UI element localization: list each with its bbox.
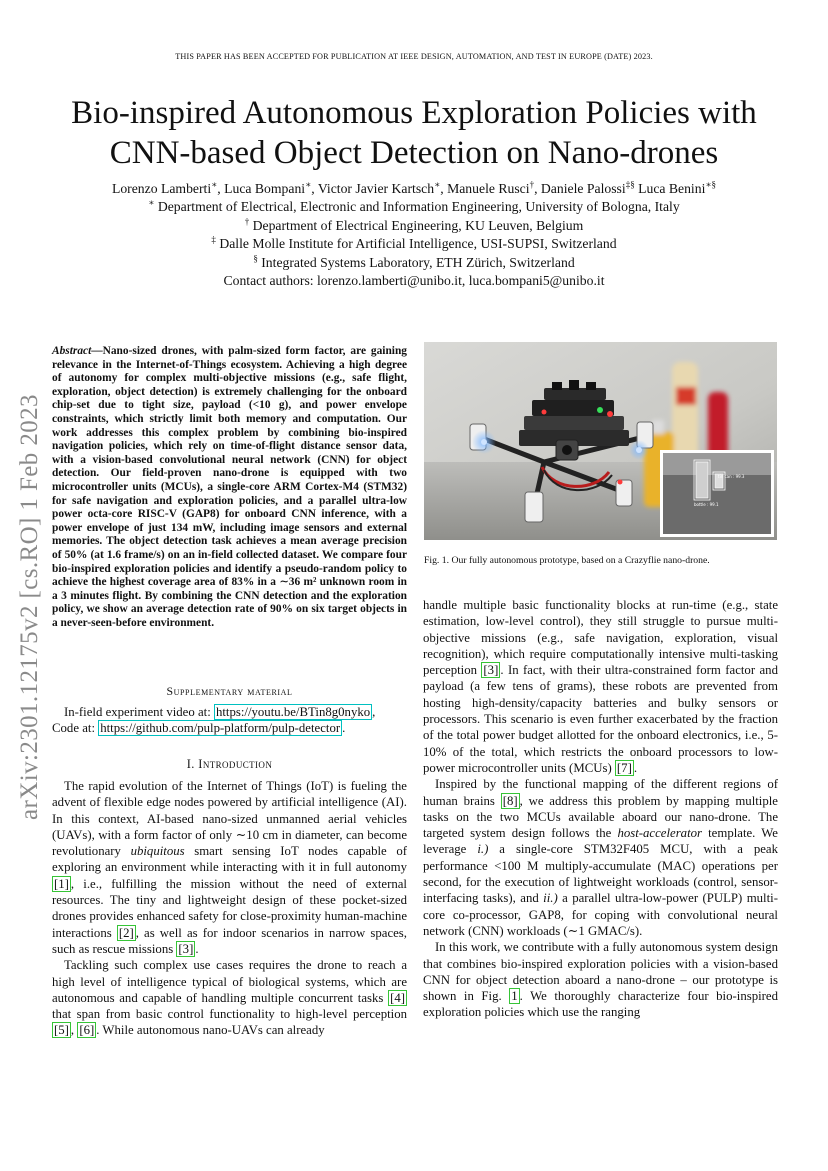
citation-link[interactable]: [8] [502, 793, 518, 808]
intro-left-column [52, 778, 407, 1039]
emphasis: host-accelerator [617, 826, 703, 841]
emphasis: i.) [477, 842, 489, 857]
affiliation-text: Department of Electrical Engineering, KU Leuven, Belgium [252, 217, 584, 233]
citation-link[interactable]: [3] [178, 941, 194, 956]
paragraph [52, 778, 407, 957]
paragraph [423, 939, 778, 1020]
header-note: THIS PAPER HAS BEEN ACCEPTED FOR PUBLICATION AT IEEE DESIGN, AUTOMATION, AND TEST IN EUROPE (DATE) 2023. [175, 52, 653, 61]
emphasis: ii.) [543, 891, 558, 906]
author-name: Manuele Rusci [447, 181, 530, 196]
text-run: In this work, we contribute with a fully autonomous system design that combines bio-inspired exploration policies with a vision-based CNN for object detection aboard a nano-drone – our prototype is shown in Fig. [423, 940, 778, 1004]
text-run: template. We leverage [423, 826, 778, 857]
affiliation-mark: ∗ [148, 197, 155, 208]
affiliation-mark: † [244, 216, 250, 227]
affiliation-mark: ‡ [211, 234, 216, 245]
figure-link[interactable]: 1 [511, 989, 518, 1004]
affiliation-line [20, 198, 808, 216]
paragraph [423, 776, 778, 939]
drone-illustration [424, 342, 777, 540]
code-link[interactable]: https://github.com/pulp-platform/pulp-detector [100, 721, 341, 736]
video-label: In-field experiment video at: [64, 705, 214, 719]
inset-label: bottle : 99.1 [694, 502, 719, 507]
supplementary-body [52, 704, 407, 737]
text-run: , [70, 1023, 78, 1038]
text-run: a single-core STM32F405 MCU, with a peak performance <100 M multiply-accumulate (MAC) operations per second, for the execution of lightweight workloads (control, sensor-interfacing tasks), and [423, 842, 778, 906]
citation-link[interactable]: [5] [54, 1023, 69, 1038]
citation-link[interactable]: [1] [54, 876, 69, 891]
affiliation-line [20, 217, 808, 235]
inset-label: tin can : 99.3 [718, 474, 745, 479]
affiliation-text: Department of Electrical, Electronic and Information Engineering, University of Bologna, Italy [157, 199, 680, 215]
code-label: Code at: [52, 721, 99, 736]
author-name: Luca Bompani [224, 181, 306, 196]
text-run: . [195, 941, 199, 956]
section-number: I. [186, 757, 199, 771]
text-run: a parallel ultra-low-power (PULP) multi-core co-processor, GAP8, for coping with convolutional neural network (CNN) workloads (∼1 GMAC/s). [423, 891, 778, 938]
emphasis: ubiquitous [130, 844, 185, 859]
text-run: handle multiple basic functionality blocks at run-time (e.g., state estimation, low-level control), they still struggle to pursue multi-objective missions (e.g., safe navigation, exploration, visual recognition), which require computationally intensive multi-tasking perception [423, 598, 778, 678]
paragraph [423, 597, 778, 776]
text-run: , as well as for indoor scenarios in narrow spaces, such as rescue missions [52, 925, 407, 956]
contact-line: Contact authors: lorenzo.lamberti@unibo.it, luca.bompani5@unibo.it [223, 273, 605, 289]
figure-drone-photo [424, 342, 777, 540]
affiliation-line [20, 254, 808, 272]
author-name: Luca Benini [638, 181, 706, 196]
author-mark: ∗ [305, 179, 312, 190]
paragraph [52, 957, 407, 1038]
text-run: . [633, 760, 638, 775]
author-mark: ∗§ [705, 179, 717, 190]
citation-link[interactable]: [2] [118, 925, 134, 940]
affiliation-text: Dalle Molle Institute for Artificial Intelligence, USI-SUPSI, Switzerland [219, 236, 617, 252]
supplementary-heading: Supplementary material [166, 684, 293, 698]
intro-heading [52, 757, 407, 772]
author-mark: ‡§ [625, 179, 635, 190]
abstract-text: —Nano-sized drones, with palm-sized form factor, are gaining relevance in the Internet-of-Things ecosystem. Achieving a high degree of autonomy for complex multi-objective missions (e.g., safe flight, exploration, object detection) is extremely challenging for the onboard chip-set due to tight size, payload (<10 g), and power envelope constraints, which strictly limit both memory and computation. Our work addresses this complex problem by combining bio-inspired navigation policies, which rely on time-of-flight distance sensor data, with a vision-based convolutional neural network (CNN) for object detection. Our field-proven nano-drone is equipped with two microcontroller units (MCUs), a single-core ARM Cortex-M4 (STM32) for safe navigation and exploration policies, and a parallel ultra-low power octa-core RISC-V (GAP8) for onboard CNN inference, with a power envelope of just 134 mW, including image sensors and external memories. The object detection task achieves a mean average precision of 50% (at 1.6 frame/s) on an in-field collected dataset. We compare four bio-inspired exploration policies and identify a pseudo-random policy to achieve the highest coverage area of 83% in a ∼36 m² unknown room in a 3 minutes flight. By combining the CNN detection and the exploration policy, we show an average detection rate of 90% on six target objects in a never-seen-before environment. [52, 345, 407, 629]
citation-link[interactable]: [6] [79, 1023, 95, 1038]
author-name: Victor Javier Kartsch [317, 181, 435, 196]
author-mark: † [529, 179, 535, 190]
text-run: Inspired by the functional mapping of the different regions of human brains [423, 777, 778, 808]
citation-link[interactable]: [4] [390, 990, 405, 1005]
text-run: , we address this problem by mapping multiple tasks on the two MCUs available aboard our nano-drone. The targeted system design follows the [423, 793, 778, 841]
author-name: Lorenzo Lamberti [111, 181, 212, 196]
video-link[interactable]: https://youtu.be/BTin8g0nyko [215, 705, 371, 719]
text-run: that span from basic control functionality to high-level perception [52, 1007, 407, 1022]
text-run: . While autonomous nano-UAVs can already [96, 1023, 325, 1038]
video-line: In-field experiment video at: https://youtu.be/BTin8g0nyko , [64, 705, 376, 719]
author-name: Daniele Palossi [540, 181, 626, 196]
affiliation-mark: § [253, 253, 258, 264]
title-line-1: Bio-inspired Autonomous Exploration Policies with [71, 95, 757, 131]
text-run: . In fact, with their ultra-constrained form factor and payload (a few tens of grams), these robots are prevented from hosting high-density/capacity batteries and bulky sensors or processors. This scenario is even further exacerbated by the fraction of the total power budget allotted for the onboard electronics, i.e., 5-10% of the total, which restricts the onboard processors to low-power microcontroller units (MCUs) [423, 663, 778, 775]
affiliation-line [20, 235, 808, 253]
right-column [423, 597, 778, 1021]
text-run: Tackling such complex use cases requires the drone to reach a high level of intelligence typical of biological systems, which are autonomous and capable of handling multiple concurrent tasks [52, 958, 407, 1005]
code-line: Code at: https://github.com/pulp-platform/pulp-detector . [52, 721, 346, 736]
title-line-2: CNN-based Object Detection on Nano-drones [109, 135, 719, 171]
figure-caption: Fig. 1. Our fully autonomous prototype, based on a Crazyflie nano-drone. [424, 555, 710, 566]
author-mark: ∗ [434, 179, 441, 190]
text-run: The rapid evolution of the Internet of Things (IoT) is fueling the advent of flexible edge nodes powered by artificial intelligence (AI). In this context, AI-based nano-sized unmanned aerial vehicles (UAVs), with a form factor of only ∼10 cm in diameter, can become revolutionary [52, 779, 407, 859]
text-run: . We thoroughly characterize four bio-inspired exploration policies which use the ranging [423, 989, 779, 1020]
arxiv-stamp-text: arXiv:2301.12175v2 [cs.RO] 1 Feb 2023 [16, 394, 43, 820]
text-run: smart sensing IoT nodes capable of exploring an environment while interacting with it in full autonomy [52, 844, 407, 875]
author-mark: ∗ [211, 179, 218, 190]
abstract [52, 345, 407, 630]
citation-link[interactable]: [7] [616, 760, 632, 775]
text-run: , i.e., fulfilling the mission without the need of external resources. The tiny and lightweight design of these pocket-sized drones provides enhanced safety for close-proximity human-machine interactions [52, 876, 407, 940]
author-block [20, 180, 808, 290]
section-title: Introduction [198, 757, 273, 771]
detection-inset [660, 450, 774, 537]
citation-link[interactable]: [3] [483, 663, 499, 678]
abstract-label: Abstract [52, 345, 92, 357]
paper-title [30, 93, 798, 173]
author-list: Lorenzo Lamberti∗, Luca Bompani∗, Victor Javier Kartsch∗, Manuele Rusci†, Daniele Palossi‡§ Luca Benini∗§ [111, 179, 717, 196]
arxiv-stamp [6, 372, 54, 842]
affiliation-text: Integrated Systems Laboratory, ETH Zürich, Switzerland [261, 254, 575, 270]
